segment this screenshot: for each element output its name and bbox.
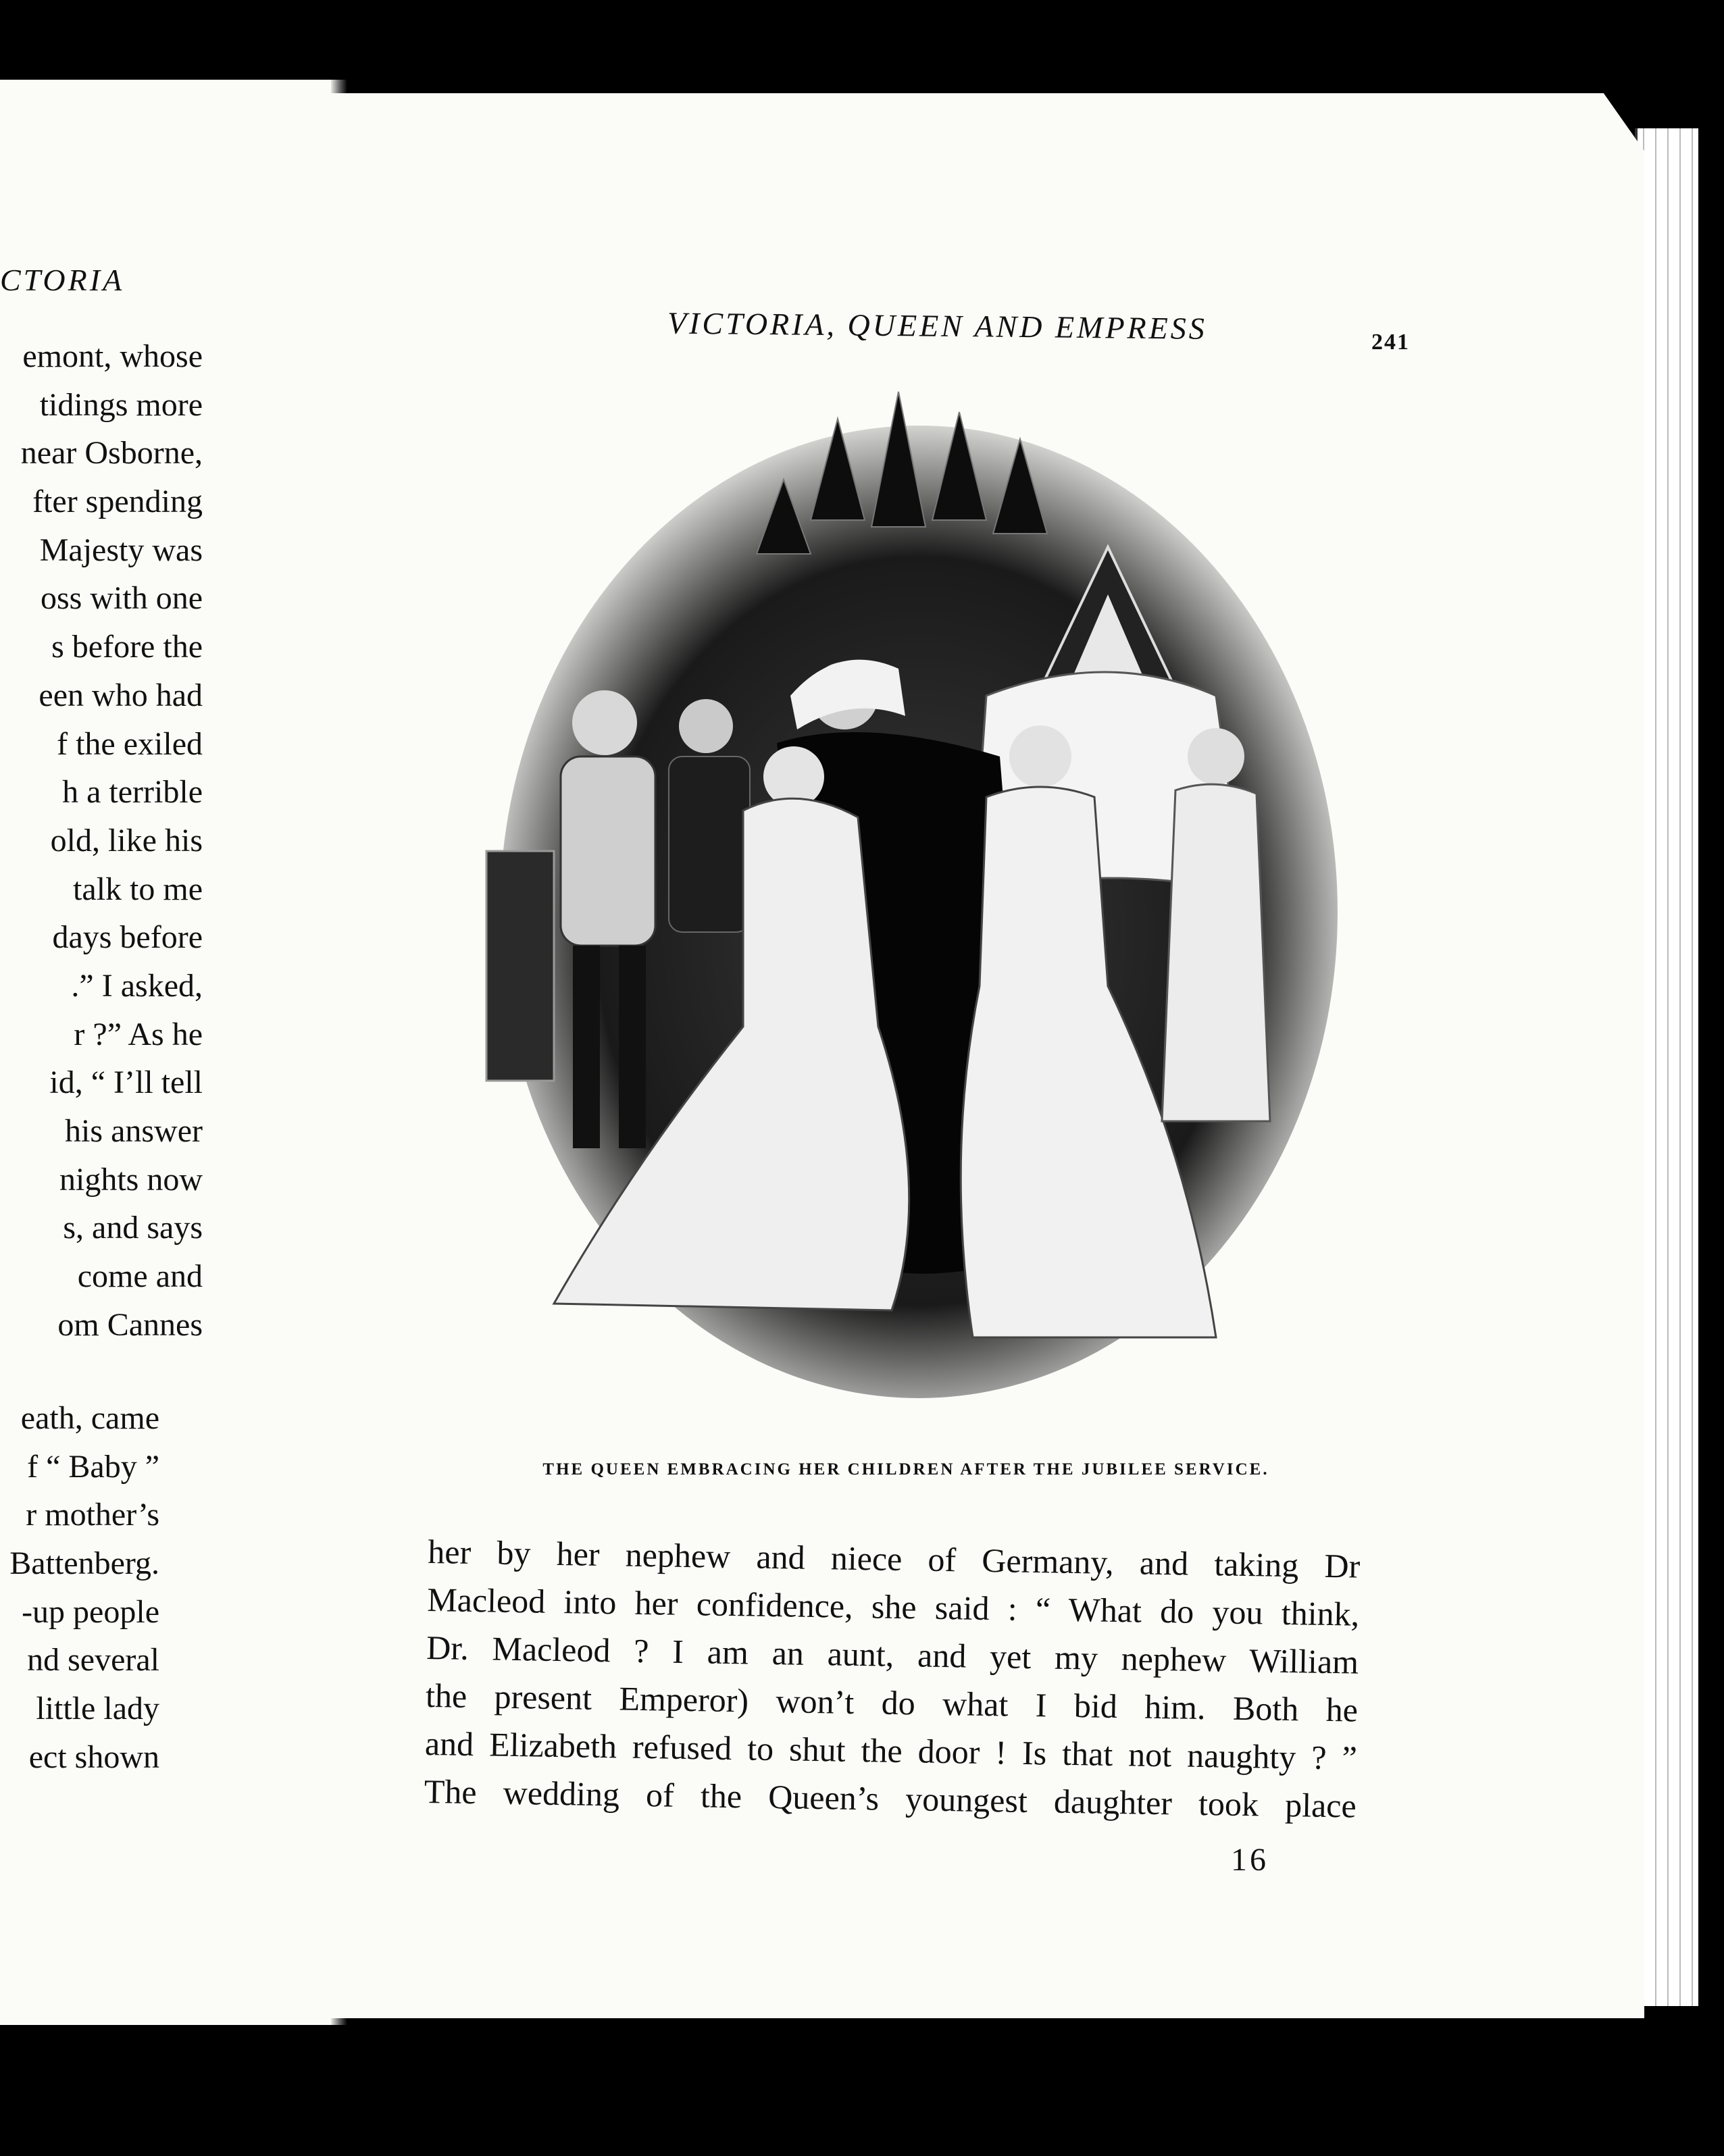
text-line: .” I asked,: [71, 967, 203, 1004]
text-line: s, and says: [63, 1210, 203, 1246]
text-line: tidings more: [39, 386, 203, 423]
text-line: nights now: [59, 1161, 203, 1198]
text-line: fter spending: [32, 484, 203, 520]
text-line: old, like his: [50, 822, 203, 858]
running-head: VICTORIA, QUEEN AND EMPRESS: [667, 305, 1208, 346]
text-line: The wedding of the Queen’s youngest daughter took place: [424, 1772, 1357, 1825]
text-line: s before the: [51, 629, 203, 665]
text-line: Majesty was: [39, 532, 203, 568]
text-line: her by her nephew and niece of Germany, and taking Dr: [428, 1532, 1361, 1585]
text-line: days before: [52, 919, 203, 956]
text-line: -up people: [22, 1593, 159, 1630]
left-page-text: [0, 332, 203, 1349]
text-line: little lady: [36, 1691, 159, 1727]
signature-mark: 16: [1231, 1842, 1269, 1878]
illustration-caption: THE QUEEN EMBRACING HER CHILDREN AFTER THE JUBILEE SERVICE.: [542, 1460, 1269, 1479]
text-line: come and: [77, 1258, 203, 1295]
text-line: nd several: [27, 1642, 159, 1678]
text-line: Macleod into her confidence, she said : “ What do you think,: [426, 1580, 1360, 1633]
text-line: Dr. Macleod ? I am an aunt, and yet my nephew William: [426, 1628, 1359, 1681]
left-running-head: CTORIA: [0, 263, 125, 297]
text-line: om Cannes: [57, 1306, 203, 1343]
page-stack-edge: [1635, 128, 1698, 2006]
text-line: eath, came: [20, 1400, 159, 1436]
text-line: r ?” As he: [74, 1016, 203, 1052]
text-line: Battenberg.: [9, 1545, 159, 1582]
text-line: f the exiled: [57, 725, 203, 762]
text-line: ect shown: [28, 1739, 159, 1775]
text-line: r mother’s: [26, 1497, 159, 1533]
text-line: f “ Baby ”: [27, 1448, 159, 1485]
text-line: h a terrible: [62, 774, 203, 811]
text-line: id, “ I’ll tell: [49, 1064, 203, 1101]
engraving-illustration: [459, 378, 1392, 1432]
page-number: 241: [1371, 330, 1410, 355]
body-text: [424, 1528, 1361, 1830]
text-line: emont, whose: [22, 338, 203, 374]
railing: [486, 851, 554, 1081]
text-line: oss with one: [41, 580, 203, 617]
text-line: talk to me: [73, 871, 203, 907]
text-line: near Osborne,: [20, 435, 203, 471]
text-line: een who had: [39, 677, 203, 713]
text-line: his answer: [65, 1113, 203, 1149]
text-line: and Elizabeth refused to shut the door ! Is that not naughty ? ”: [424, 1724, 1358, 1777]
text-line: the present Emperor) won’t do what I bid him. Both he: [425, 1676, 1359, 1729]
left-page-text-2: [0, 1394, 159, 1782]
